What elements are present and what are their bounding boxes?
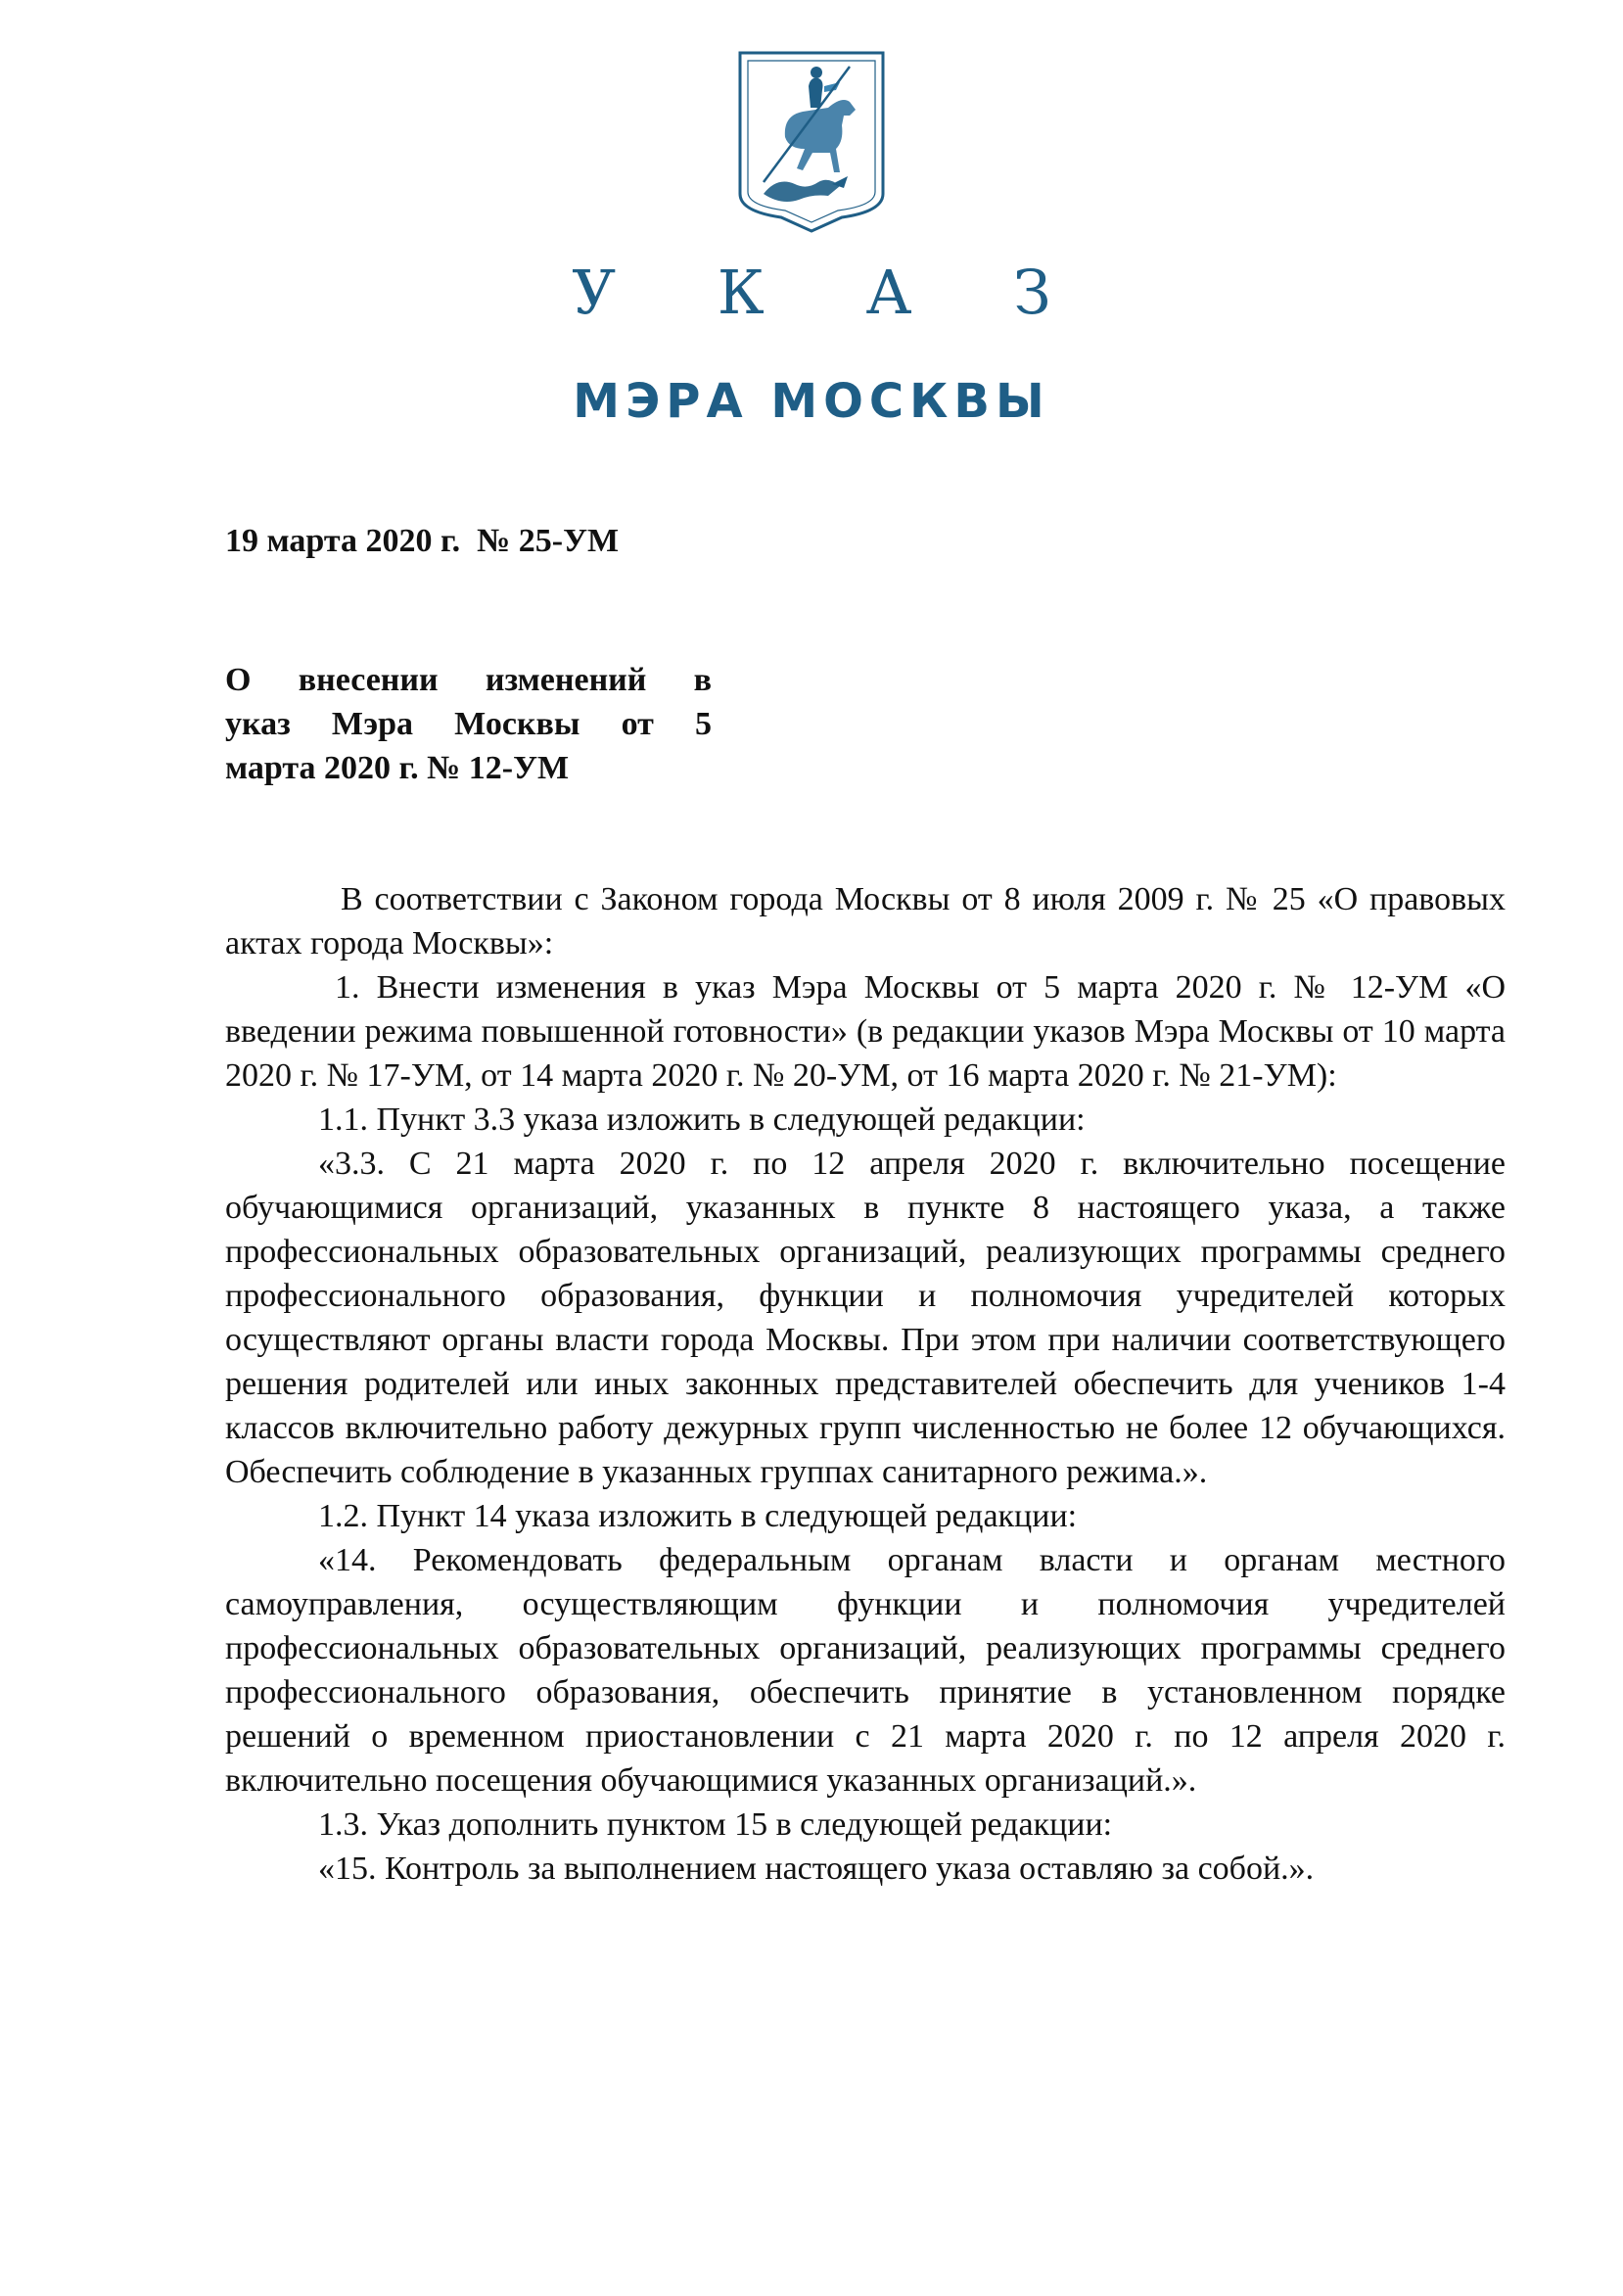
decree-subject (225, 658, 712, 790)
item-1-1-paragraph: 1.1. Пункт 3.3 указа изложить в следующей редакции: (318, 1101, 1086, 1138)
item-1-1-text: «3.3. С 21 марта 2020 г. по 12 апреля 2020 г. включительно посещение обучающимися организаций, указанных в пункте 8 настоящего указа, а также профессиональных образовательных организаций, реализующих программы среднего профессионального образования, функции и полномочия учредителей которых осуществляют органы власти города Москвы. При этом при наличии соответствующего решения родителей или иных законных представителей обеспечить для учеников 1-4 классов включительно работу дежурных групп численностью не более 12 обучающихся. Обеспечить соблюдение в указанных группах санитарного режима.». (225, 1146, 1506, 1490)
decree-title: У К А З (572, 257, 1092, 328)
item-1-2-text: «14. Рекомендовать федеральным органам власти и органам местного самоуправления, осуществляющим функции и полномочия учредителей профессиональных образовательных организаций, реализующих программы среднего профессионального образования, обеспечить принятие в установленном порядке решений о временном приостановлении с 21 марта 2020 г. по 12 апреля 2020 г. включительно посещения обучающимися указанных организаций.». (225, 1542, 1506, 1799)
decree-body (225, 877, 1506, 1891)
item-1-paragraph: 1. Внести изменения в указ Мэра Москвы от 5 марта 2020 г. № 12-УМ «О введении режима повышенной готовности» (в редакции указов Мэра Москвы от 10 марта 2020 г. № 17-УМ, от 14 марта 2020 г. № 20-УМ, от 16 марта 2020 г. № 21-УМ): (225, 969, 1506, 1094)
item-1-3-paragraph: 1.3. Указ дополнить пунктом 15 в следующей редакции: (318, 1806, 1113, 1843)
preamble-paragraph: В соответствии с Законом города Москвы от 8 июля 2009 г. № 25 «О правовых актах города Москвы»: (225, 881, 1506, 961)
decree-date-number: 19 марта 2020 г. № 25-УМ (225, 523, 620, 559)
subject-line: марта 2020 г. № 12-УМ (225, 750, 570, 786)
issuer-title: МЭРА МОСКВЫ (573, 374, 1050, 429)
subject-line: указ Мэра Москвы от 5 (225, 706, 712, 742)
subject-line: О внесении изменений в (225, 662, 712, 698)
item-1-2-paragraph: 1.2. Пункт 14 указа изложить в следующей редакции: (318, 1498, 1078, 1534)
moscow-coat-of-arms-icon (734, 47, 889, 233)
item-1-3-text: «15. Контроль за выполнением настоящего указа оставляю за собой.». (318, 1851, 1315, 1887)
